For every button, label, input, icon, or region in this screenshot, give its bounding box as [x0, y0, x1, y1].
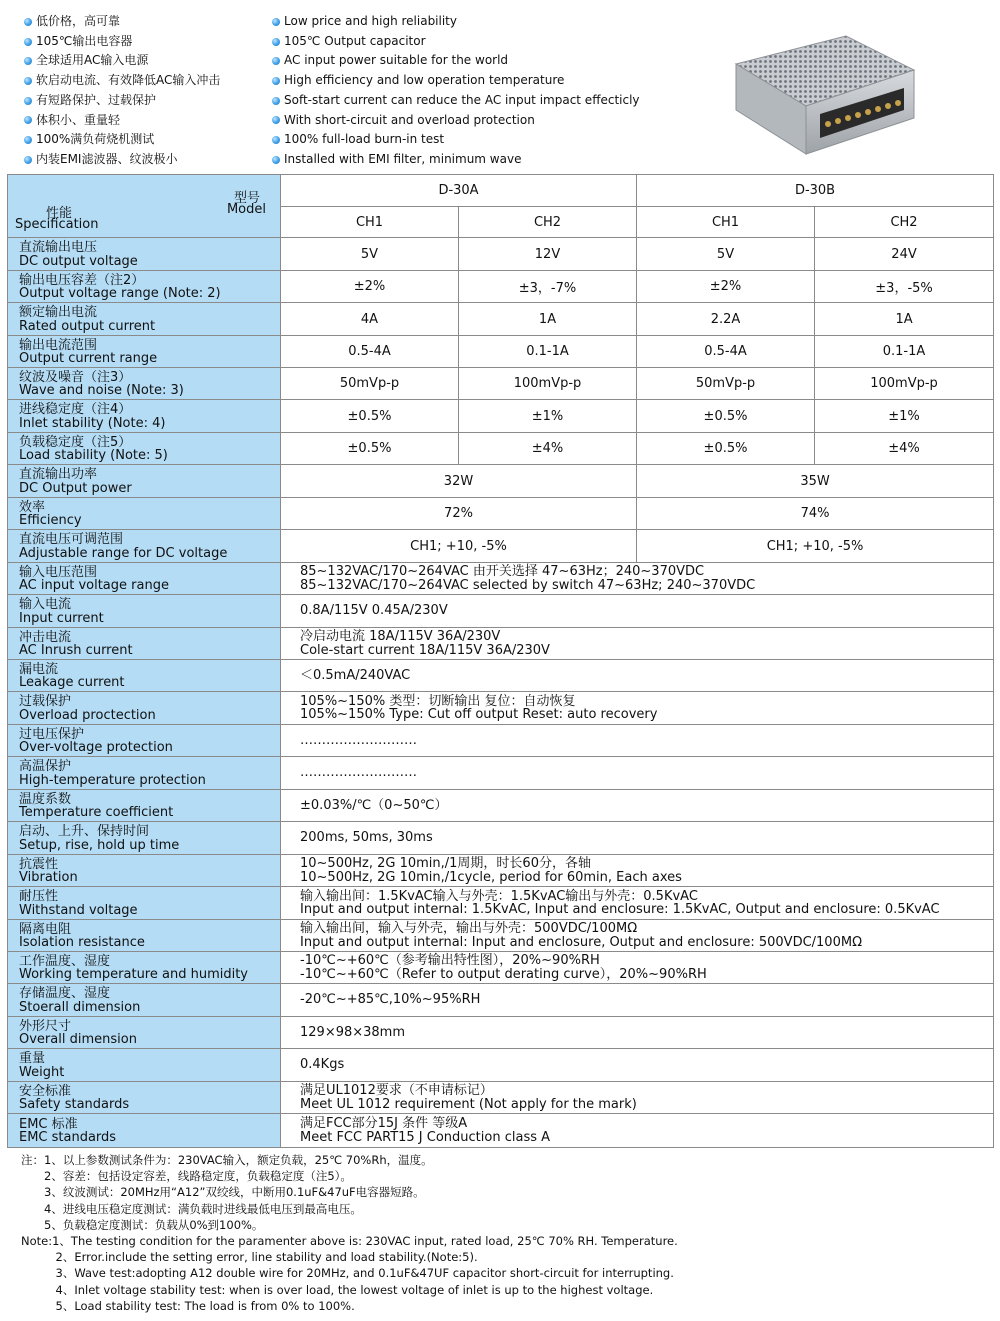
feature-item: Low price and high reliability	[272, 12, 722, 32]
spec-value: 10~500Hz, 2G 10min,/1周期，时长60分，各轴 10~500Hz, 2G 10min,/1cycle, period for 60min, Each axes	[281, 855, 994, 887]
feature-item: 105℃ Output capacitor	[272, 32, 722, 52]
spec-label-en: Specification	[15, 217, 99, 232]
spec-label: 工作温度、湿度 Working temperature and humidity	[8, 952, 281, 984]
spec-value: 35W	[637, 465, 994, 498]
feature-item: Installed with EMI filter, minimum wave	[272, 150, 722, 170]
spec-row	[8, 498, 994, 530]
spec-row	[8, 757, 994, 790]
spec-value: 满足UL1012要求（不申请标记） Meet UL 1012 requirement (Not apply for the mark)	[281, 1082, 994, 1114]
spec-row	[8, 725, 994, 757]
feature-list-en	[272, 12, 722, 170]
spec-value: ±3，-5%	[815, 271, 994, 303]
spec-value: 0.1-1A	[459, 336, 637, 368]
spec-row	[8, 1114, 994, 1148]
bullet-icon	[272, 156, 280, 164]
feature-item: 105℃输出电容器	[24, 32, 269, 52]
model-label-cn: 型号	[233, 191, 260, 206]
spec-value: 0.8A/115V 0.45A/230V	[281, 595, 994, 628]
spec-label: 安全标准 Safety standards	[8, 1082, 281, 1114]
spec-value: 85~132VAC/170~264VAC 由开关选择 47~63Hz；240~370VDC 85~132VAC/170~264VAC selected by switch 47~63Hz; 240~370VDC	[281, 563, 994, 595]
bullet-icon	[24, 97, 32, 105]
note-line: 2、容差：包括设定容差，线路稳定度，负载稳定度（注5）。	[21, 1169, 352, 1184]
channel-label: CH1	[637, 207, 815, 238]
bullet-icon	[24, 57, 32, 65]
spec-value: -20℃~+85℃,10%~95%RH	[281, 984, 994, 1017]
spec-label: 温度系数 Temperature coefficient	[8, 790, 281, 822]
spec-value: 100mVp-p	[815, 368, 994, 400]
channel-label: CH1	[281, 207, 459, 238]
spec-row	[8, 984, 994, 1017]
spec-value: 0.5-4A	[281, 336, 459, 368]
spec-value: 5V	[281, 238, 459, 271]
spec-value: 105%~150% 类型：切断输出 复位：自动恢复 105%~150% Type: Cut off output Reset: auto recovery	[281, 692, 994, 725]
spec-value: ±0.03%/℃（0~50℃）	[281, 790, 994, 822]
spec-value: ±0.5%	[637, 433, 815, 465]
spec-row	[8, 855, 994, 887]
spec-label: 重量 Weight	[8, 1049, 281, 1082]
spec-value: 74%	[637, 498, 994, 530]
header-row-models	[8, 175, 994, 207]
spec-row	[8, 465, 994, 498]
spec-value: ＜0.5mA/240VAC	[281, 660, 994, 692]
spec-label: 输入电流 Input current	[8, 595, 281, 628]
spec-value: 4A	[281, 303, 459, 336]
spec-row	[8, 692, 994, 725]
bullet-icon	[272, 136, 280, 144]
note-line: 2、Error.include the setting error, line stability and load stability.(Note:5).	[21, 1250, 478, 1265]
feature-item: 100%满负荷烧机测试	[24, 130, 269, 150]
spec-label: 过载保护 Overload proctection	[8, 692, 281, 725]
spec-row	[8, 368, 994, 400]
note-line: 5、Load stability test: The load is from 0% to 100%.	[21, 1298, 355, 1313]
spec-row	[8, 952, 994, 984]
feature-item: 体积小、重量轻	[24, 111, 269, 131]
spec-value: 2.2A	[637, 303, 815, 336]
spec-label: 直流输出电压 DC output voltage	[8, 238, 281, 271]
spec-label: EMC 标准 EMC standards	[8, 1114, 281, 1148]
bullet-icon	[272, 18, 280, 26]
spec-label: 输出电压容差（注2） Output voltage range (Note: 2)	[8, 271, 281, 303]
spec-label: 纹波及噪音（注3） Wave and noise (Note: 3)	[8, 368, 281, 400]
notes	[21, 1152, 678, 1314]
feature-item: AC input power suitable for the world	[272, 51, 722, 71]
spec-value: ±1%	[815, 400, 994, 433]
spec-value: 1A	[459, 303, 637, 336]
spec-row	[8, 887, 994, 920]
note-line: 3、纹波测试：20MHz用“A12”双绞线，中断用0.1uF&47uF电容器短路。	[21, 1185, 425, 1200]
bullet-icon	[24, 136, 32, 144]
spec-label: 直流电压可调范围 Adjustable range for DC voltage	[8, 530, 281, 563]
spec-value: ±0.5%	[281, 433, 459, 465]
spec-value: CH1; +10, -5%	[281, 530, 637, 563]
note-line: 4、进线电压稳定度测试：满负载时进线最低电压到最高电压。	[21, 1201, 362, 1216]
spec-value: ±2%	[637, 271, 815, 303]
spec-value: -10℃~+60℃（参考输出特性图），20%~90%RH -10℃~+60℃（Refer to output derating curve），20%~90%RH	[281, 952, 994, 984]
model-name: D-30B	[637, 175, 994, 207]
bullet-icon	[272, 57, 280, 65]
spec-value: 5V	[637, 238, 815, 271]
channel-label: CH2	[815, 207, 994, 238]
spec-value: ±0.5%	[637, 400, 815, 433]
spec-label: 耐压性 Withstand voltage	[8, 887, 281, 920]
spec-value: 50mVp-p	[281, 368, 459, 400]
feature-item: Soft-start current can reduce the AC input impact effecticly	[272, 91, 722, 111]
spec-row	[8, 303, 994, 336]
spec-label: 漏电流 Leakage current	[8, 660, 281, 692]
spec-label: 外形尺寸 Overall dimension	[8, 1017, 281, 1049]
spec-value: 0.1-1A	[815, 336, 994, 368]
spec-value: ±4%	[815, 433, 994, 465]
spec-value: CH1; +10, -5%	[637, 530, 994, 563]
feature-item: 全球适用AC输入电源	[24, 51, 269, 71]
spec-value: ………………………	[281, 725, 994, 757]
spec-value: ±3，-7%	[459, 271, 637, 303]
spec-label: 负载稳定度（注5） Load stability (Note: 5)	[8, 433, 281, 465]
bullet-icon	[24, 156, 32, 164]
spec-row	[8, 595, 994, 628]
spec-row	[8, 790, 994, 822]
note-line: Note:1、The testing condition for the paramenter above is: 230VAC input, rated load, 25℃ 70% RH. Temperature.	[21, 1234, 678, 1249]
spec-label: 输入电压范围 AC input voltage range	[8, 563, 281, 595]
spec-row	[8, 563, 994, 595]
spec-row	[8, 822, 994, 855]
spec-value: 满足FCC部分15J 条件 等级A Meet FCC PART15 J Conduction class A	[281, 1114, 994, 1148]
spec-value: 输入输出间，输入与外壳，输出与外壳：500VDC/100MΩ Input and output internal: Input and enclosure, Output and enclosure: 500VDC/100MΩ	[281, 920, 994, 952]
header-corner	[8, 175, 281, 238]
note-line: 5、负载稳定度测试：负载从0%到100%。	[21, 1217, 264, 1232]
spec-value: ………………………	[281, 757, 994, 790]
spec-value: 12V	[459, 238, 637, 271]
spec-row	[8, 660, 994, 692]
feature-item: 软启动电流、有效降低AC输入冲击	[24, 71, 269, 91]
feature-item: 100% full-load burn-in test	[272, 130, 722, 150]
spec-label: 直流输出功率 DC Output power	[8, 465, 281, 498]
spec-label: 隔离电阻 Isolation resistance	[8, 920, 281, 952]
spec-value: 冷启动电流 18A/115V 36A/230V Cole-start current 18A/115V 36A/230V	[281, 628, 994, 660]
spec-row	[8, 433, 994, 465]
spec-value: 24V	[815, 238, 994, 271]
note-line: 4、Inlet voltage stability test: when is over load, the lowest voltage of inlet is up to the highest voltage.	[21, 1282, 654, 1297]
spec-row	[8, 530, 994, 563]
spec-value: 32W	[281, 465, 637, 498]
spec-value: 50mVp-p	[637, 368, 815, 400]
spec-label: 存储温度、湿度 Stoerall dimension	[8, 984, 281, 1017]
spec-row	[8, 628, 994, 660]
spec-value: ±0.5%	[281, 400, 459, 433]
bullet-icon	[24, 116, 32, 124]
bullet-icon	[24, 18, 32, 26]
spec-label-cn: 性能	[46, 206, 73, 221]
spec-label: 过电压保护 Over-voltage protection	[8, 725, 281, 757]
spec-value: 129×98×38mm	[281, 1017, 994, 1049]
spec-value: 0.4Kgs	[281, 1049, 994, 1082]
spec-label: 输出电流范围 Output current range	[8, 336, 281, 368]
channel-label: CH2	[459, 207, 637, 238]
spec-row	[8, 271, 994, 303]
note-line: 3、Wave test:adopting A12 double wire for 20MHz, and 0.1uF&47UF capacitor short-circuit for interrupting.	[21, 1266, 674, 1281]
spec-value: ±2%	[281, 271, 459, 303]
power-supply-image	[728, 14, 924, 166]
bullet-icon	[272, 38, 280, 46]
spec-table	[7, 174, 994, 1148]
spec-row	[8, 238, 994, 271]
bullet-icon	[272, 116, 280, 124]
bullet-icon	[272, 97, 280, 105]
model-name: D-30A	[281, 175, 637, 207]
feature-item: With short-circuit and overload protection	[272, 111, 722, 131]
spec-label: 抗震性 Vibration	[8, 855, 281, 887]
feature-item: 低价格，高可靠	[24, 12, 269, 32]
bullet-icon	[24, 77, 32, 85]
note-line: 注：1、以上参数测试条件为：230VAC输入，额定负载，25℃ 70%Rh，温度。	[21, 1153, 433, 1167]
spec-value: 200ms, 50ms, 30ms	[281, 822, 994, 855]
spec-value: ±1%	[459, 400, 637, 433]
spec-value: 72%	[281, 498, 637, 530]
spec-row	[8, 1049, 994, 1082]
feature-item: 内装EMI滤波器、纹波极小	[24, 150, 269, 170]
bullet-icon	[24, 38, 32, 46]
spec-value: 0.5-4A	[637, 336, 815, 368]
spec-label: 启动、上升、保持时间 Setup, rise, hold up time	[8, 822, 281, 855]
spec-row	[8, 1082, 994, 1114]
feature-item: High efficiency and low operation temperature	[272, 71, 722, 91]
spec-row	[8, 400, 994, 433]
model-label-en: Model	[226, 202, 266, 217]
spec-value: 输入输出间：1.5KvAC输入与外壳：1.5KvAC输出与外壳：0.5KvAC Input and output internal: 1.5KvAC, Input and enclosure: 1.5KvAC, Output and enclosure: 0.5KvAC	[281, 887, 994, 920]
spec-label: 高温保护 High-temperature protection	[8, 757, 281, 790]
spec-row	[8, 336, 994, 368]
spec-value: ±4%	[459, 433, 637, 465]
spec-label: 冲击电流 AC Inrush current	[8, 628, 281, 660]
spec-value: 1A	[815, 303, 994, 336]
spec-value: 100mVp-p	[459, 368, 637, 400]
spec-label: 效率 Efficiency	[8, 498, 281, 530]
spec-row	[8, 920, 994, 952]
spec-label: 额定输出电流 Rated output current	[8, 303, 281, 336]
bullet-icon	[272, 77, 280, 85]
spec-row	[8, 1017, 994, 1049]
feature-item: 有短路保护、过载保护	[24, 91, 269, 111]
spec-label: 进线稳定度（注4） Inlet stability (Note: 4)	[8, 400, 281, 433]
feature-list-cn	[24, 12, 269, 170]
